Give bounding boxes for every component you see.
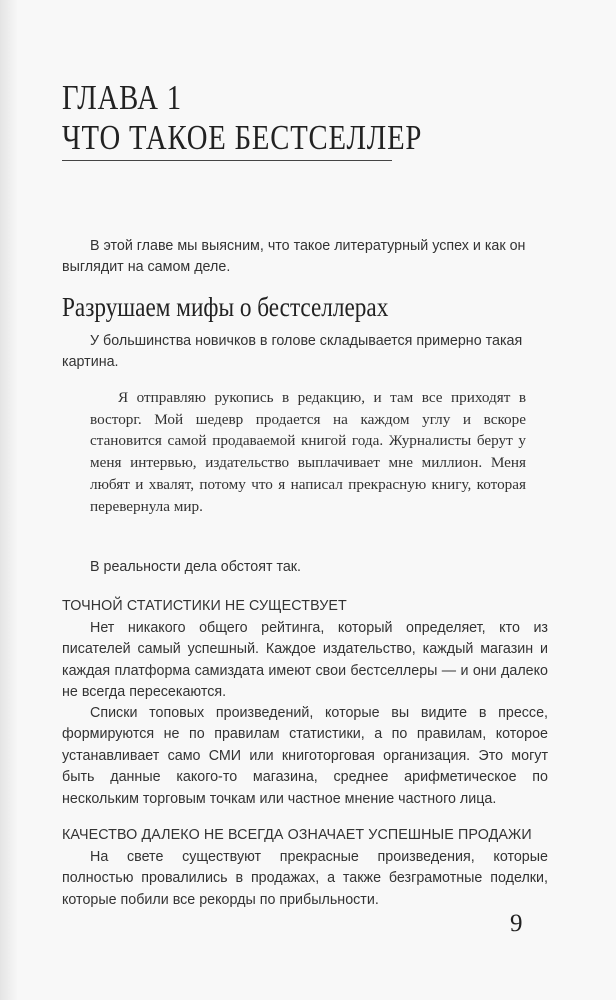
page-gutter-shadow — [0, 0, 18, 1000]
subsection-heading-statistics: ТОЧНОЙ СТАТИСТИКИ НЕ СУЩЕСТВУЕТ — [62, 598, 347, 614]
reality-paragraph: В реальности дела обстоят так. — [90, 559, 302, 575]
intro-paragraph: В этой главе мы выясним, что такое литературный успех и как он выглядит на самом деле. — [62, 238, 526, 276]
chapter-title: ЧТО ТАКОЕ БЕСТСЕЛЛЕР — [62, 118, 423, 157]
statistics-paragraph-2: Списки топовых произведений, которые вы видите в прессе, формируются не по правилам статистики, а по правилам, которое устанавливает само СМИ или книготорговая организация. Это могут быть данные какого-то магазина, среднее арифметическое по нескольким торговым точкам или частное мнение частного лица. — [62, 705, 548, 807]
statistics-paragraph-1: Нет никакого общего рейтинга, который определяет, кто из писателей самый успешный. Каждое издательство, каждый магазин и каждая платформа самиздата имеют свои бестселлеры — и они далеко не всегда пересекаются. — [62, 620, 548, 701]
subsection-heading-quality: КАЧЕСТВО ДАЛЕКО НЕ ВСЕГДА ОЗНАЧАЕТ УСПЕШНЫЕ ПРОДАЖИ — [62, 827, 532, 843]
section-heading: Разрушаем мифы о бестселлерах — [62, 292, 389, 322]
chapter-title-rule — [62, 160, 392, 161]
example-quote: Я отправляю рукопись в редакцию, и там все приходят в восторг. Мой шедевр продается на каждом углу и вскоре становится самой продаваемой книгой года. Журналисты берут у меня интервью, издательство выплачивает мне миллион. Меня любят и хвалят, потому что я написал прекрасную книгу, которая перевернула мир. — [90, 389, 526, 515]
quality-paragraph: На свете существуют прекрасные произведения, которые полностью провалились в продажах, а также безграмотные поделки, которые побили все рекорды по прибыльности. — [62, 849, 548, 908]
section-lead-paragraph: У большинства новичков в голове складывается примерно такая картина. — [62, 333, 523, 371]
page-number: 9 — [510, 910, 523, 937]
chapter-number: ГЛАВА 1 — [62, 78, 182, 117]
